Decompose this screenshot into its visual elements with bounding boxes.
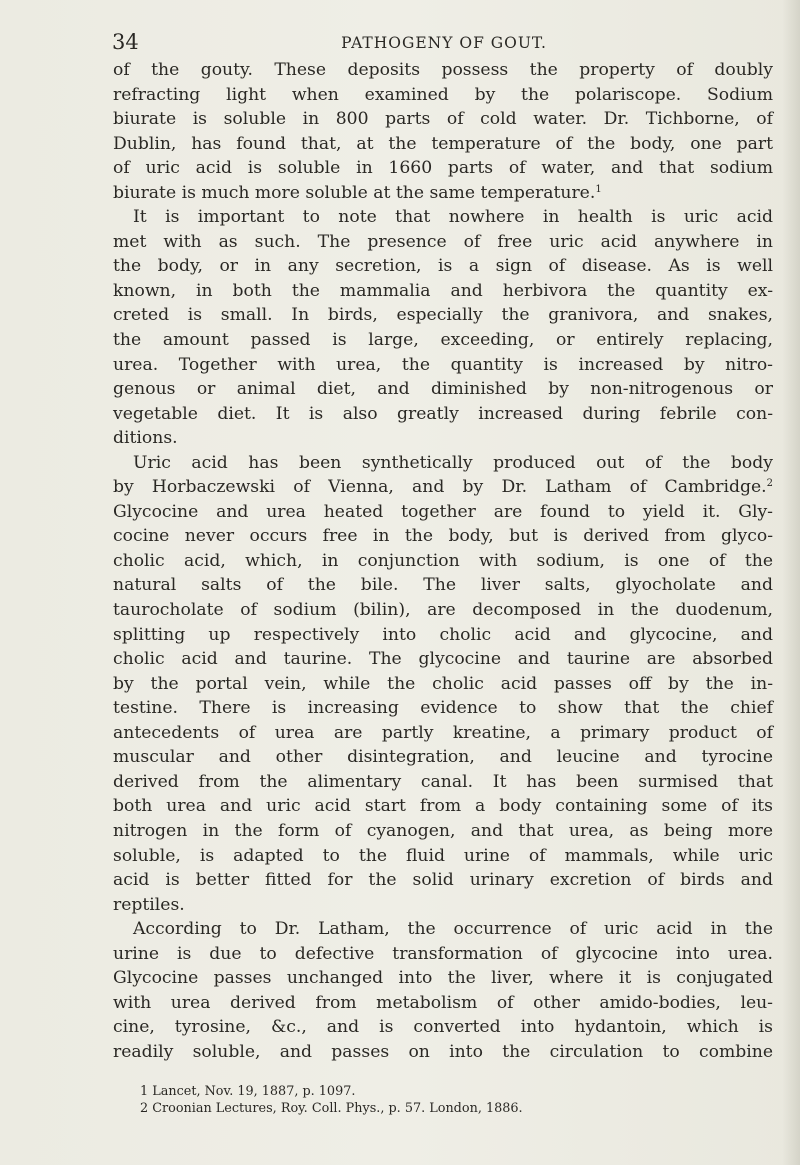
text-line: of the gouty. These deposits possess the property of doubly <box>113 60 773 80</box>
text-line: both urea and uric acid start from a body containing some of its <box>113 796 773 817</box>
text-line: Glycocine and urea heated together are found to yield it. Gly- <box>113 501 773 522</box>
text-line: cholic acid, which, in conjunction with sodium, is one of the <box>113 550 773 571</box>
body-text <box>113 58 773 1064</box>
text-line: vegetable diet. It is also greatly increased during febrile con- <box>113 403 773 424</box>
text-line: with urea derived from metabolism of other amido-bodies, leu- <box>113 992 773 1013</box>
text-line: urine is due to defective transformation of glycocine into urea. <box>113 943 773 964</box>
text-line: Dublin, has found that, at the temperature of the body, one part <box>113 133 773 154</box>
text-line: met with as such. The presence of free uric acid anywhere in <box>113 231 773 252</box>
text-line: reptiles. <box>113 894 185 915</box>
text-line: urea. Together with urea, the quantity is increased by nitro- <box>113 354 773 375</box>
text-line: natural salts of the bile. The liver salts, glyocholate and <box>113 575 773 596</box>
text-line: acid is better fitted for the solid urinary excretion of birds and <box>113 870 773 891</box>
text-line: readily soluble, and passes on into the circulation to combine <box>113 1041 773 1062</box>
running-title: PATHOGENY OF GOUT. <box>341 34 547 52</box>
text-line: of uric acid is soluble in 1660 parts of water, and that sodium <box>113 158 773 179</box>
text-line: cine, tyrosine, &c., and is converted into hydantoin, which is <box>113 1017 773 1038</box>
text-line: derived from the alimentary canal. It has been surmised that <box>113 771 773 792</box>
text-line-content: biurate is much more soluble at the same temperature. <box>113 182 596 203</box>
text-line <box>113 181 773 206</box>
text-line: by the portal vein, while the cholic acid passes off by the in- <box>113 673 773 694</box>
text-line: testine. There is increasing evidence to show that the chief <box>113 698 773 719</box>
text-line: genous or animal diet, and diminished by non-nitrogenous or <box>113 379 773 400</box>
footnote-mark-2: 2 <box>766 478 773 490</box>
footnote-1: 1 Lancet, Nov. 19, 1887, p. 1097. <box>140 1084 356 1099</box>
text-line: ditions. <box>113 428 178 449</box>
page-header <box>112 30 776 60</box>
page-edge-shadow <box>782 0 800 1165</box>
text-line: creted is small. In birds, especially the granivora, and snakes, <box>113 305 773 326</box>
text-line: taurocholate of sodium (bilin), are decomposed in the duodenum, <box>113 600 773 621</box>
text-line: the body, or in any secretion, is a sign of disease. As is well <box>113 256 773 277</box>
text-line: It is important to note that nowhere in health is uric acid <box>133 207 773 228</box>
text-line <box>113 475 773 500</box>
text-line: muscular and other disintegration, and leucine and tyrocine <box>113 747 773 768</box>
page-number: 34 <box>112 30 139 54</box>
text-line-content: by Horbaczewski of Vienna, and by Dr. Latham of Cambridge. <box>113 477 767 498</box>
text-line: antecedents of urea are partly kreatine, a primary product of <box>113 722 773 743</box>
footnote-2: 2 Croonian Lectures, Roy. Coll. Phys., p. 57. London, 1886. <box>140 1101 523 1116</box>
text-line: refracting light when examined by the polariscope. Sodium <box>113 84 773 105</box>
text-line: biurate is soluble in 800 parts of cold water. Dr. Tichborne, of <box>113 109 773 130</box>
text-line: Uric acid has been synthetically produced out of the body <box>133 452 773 473</box>
text-line: cocine never occurs free in the body, but is derived from glyco- <box>113 526 773 547</box>
footnotes <box>140 1083 780 1117</box>
text-line: known, in both the mammalia and herbivora the quantity ex- <box>113 280 773 301</box>
text-line: According to Dr. Latham, the occurrence of uric acid in the <box>133 919 773 940</box>
text-line: nitrogen in the form of cyanogen, and that urea, as being more <box>113 820 773 841</box>
text-line: the amount passed is large, exceeding, or entirely replacing, <box>113 330 773 351</box>
text-line: cholic acid and taurine. The glycocine and taurine are absorbed <box>113 649 773 670</box>
text-line: splitting up respectively into cholic acid and glycocine, and <box>113 624 773 645</box>
text-line: soluble, is adapted to the fluid urine of mammals, while uric <box>113 845 773 866</box>
footnote-mark-1: 1 <box>595 183 602 195</box>
text-line: Glycocine passes unchanged into the liver, where it is conjugated <box>113 968 773 989</box>
